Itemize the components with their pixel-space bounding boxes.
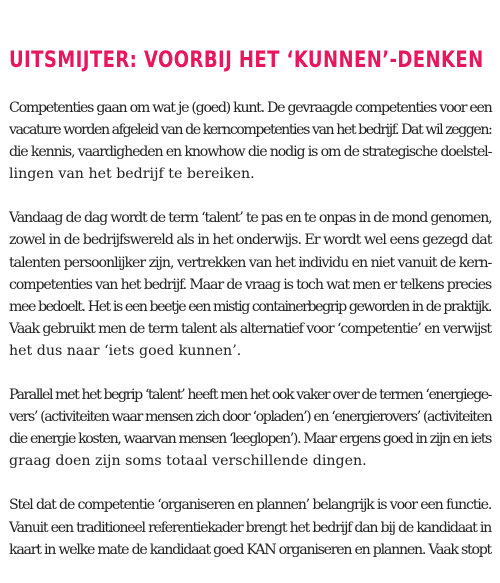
paragraph-3: [9, 384, 491, 472]
text-line: kaart in welke mate de kandidaat goed KAN organiseren en plannen. Vaak stopt: [9, 541, 491, 558]
text-line: die energie kosten, waarvan mensen ‘leeglopen’). Maar ergens goed in zijn en iets: [9, 431, 491, 448]
paragraph-4: [9, 494, 491, 560]
text-line: Vanuit een traditioneel referentiekader brengt het bedrijf dan bij de kandidaat in: [9, 519, 491, 536]
page-title: UITSMIJTER: VOORBIJ HET ‘KUNNEN’-DENKEN: [9, 48, 484, 73]
text-line: Vaak gebruikt men de term talent als alternatief voor ‘competentie’ en verwijst: [9, 320, 491, 337]
paragraph-2: [9, 207, 491, 362]
text-line: lingen van het bedrijf te bereiken.: [9, 166, 255, 183]
text-line: graag doen zijn soms totaal verschillende dingen.: [9, 453, 367, 470]
text-line: Parallel met het begrip ‘talent’ heeft men het ook vaker over de termen ‘energiege-: [9, 387, 491, 404]
paragraph-1: [9, 97, 491, 185]
text-line: Stel dat de competentie ‘organiseren en plannen’ belangrijk is voor een functie.: [9, 497, 492, 514]
text-line: talenten persoonlijker zijn, vertrekken van het individu en niet vanuit de kern-: [9, 254, 492, 271]
text-line: Competenties gaan om wat je (goed) kunt. De gevraagde competenties voor een: [9, 100, 492, 116]
text-line: vers’ (activiteiten waar mensen zich door ‘opladen’) en ‘energierovers’ (activiteiten: [9, 409, 492, 426]
page: [9, 0, 492, 558]
text-line: Vandaag de dag wordt de term ‘talent’ te pas en te onpas in de mond genomen,: [9, 210, 492, 227]
text-line: competenties van het bedrijf. Maar de vraag is toch wat men er telkens precies: [9, 276, 492, 293]
text-line: mee bedoelt. Het is een beetje een mistig containerbegrip geworden in de praktijk.: [9, 298, 491, 315]
text-line: die kennis, vaardigheden en knowhow die nodig is om de strategische doelstel-: [9, 144, 492, 161]
text-line: zowel in de bedrijfswereld als in het onderwijs. Er wordt wel eens gezegd dat: [9, 232, 492, 249]
body-text: [9, 97, 491, 583]
text-line: vacature worden afgeleid van de kerncompetenties van het bedrijf. Dat wil zeggen:: [9, 122, 492, 139]
text-line: het dus naar ‘iets goed kunnen’.: [9, 342, 242, 359]
